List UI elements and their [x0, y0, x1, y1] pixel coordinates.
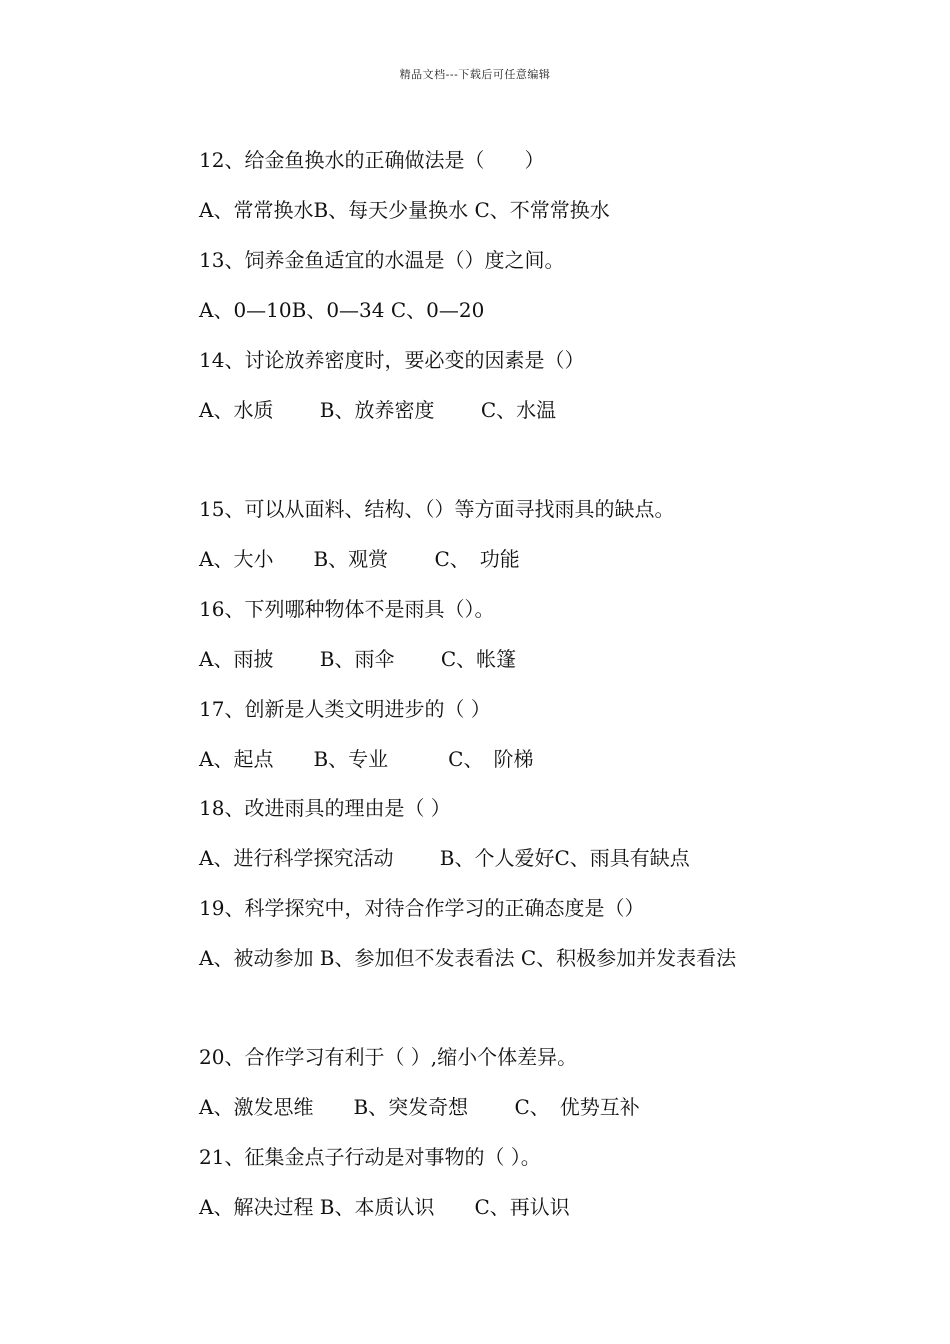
question-15: 15、可以从面料、结构、（）等方面寻找雨具的缺点。 [199, 497, 675, 521]
options-15: A、大小 B、观赏 C、 功能 [199, 547, 520, 571]
page-header: 精品文档---下载后可任意编辑 [399, 68, 551, 81]
options-18: A、进行科学探究活动 B、个人爱好C、雨具有缺点 [199, 846, 690, 870]
options-21: A、解决过程 B、本质认识 C、再认识 [199, 1195, 570, 1219]
options-20: A、激发思维 B、突发奇想 C、 优势互补 [199, 1095, 640, 1119]
question-14: 14、讨论放养密度时，要必变的因素是（） [199, 348, 585, 372]
options-13: A、0—10B、0—34 C、0—20 [199, 298, 485, 322]
options-12: A、常常换水B、每天少量换水 C、不常常换水 [199, 198, 610, 222]
question-16: 16、下列哪种物体不是雨具（）。 [199, 597, 495, 621]
question-19: 19、科学探究中，对待合作学习的正确态度是（） [199, 896, 645, 920]
question-12: 12、给金鱼换水的正确做法是（ ） [199, 148, 545, 172]
options-17: A、起点 B、专业 C、 阶梯 [199, 747, 534, 771]
question-18: 18、改进雨具的理由是（ ） [199, 796, 451, 820]
options-16: A、雨披 B、雨伞 C、帐篷 [199, 647, 517, 671]
question-13: 13、饲养金鱼适宜的水温是（）度之间。 [199, 248, 565, 272]
question-20: 20、合作学习有利于（ ）,缩小个体差异。 [199, 1045, 578, 1069]
options-19: A、被动参加 B、参加但不发表看法 C、积极参加并发表看法 [199, 946, 737, 970]
question-21: 21、征集金点子行动是对事物的（ ）。 [199, 1145, 541, 1169]
options-14: A、水质 B、放养密度 C、水温 [199, 398, 557, 422]
question-17: 17、创新是人类文明进步的（ ） [199, 697, 491, 721]
